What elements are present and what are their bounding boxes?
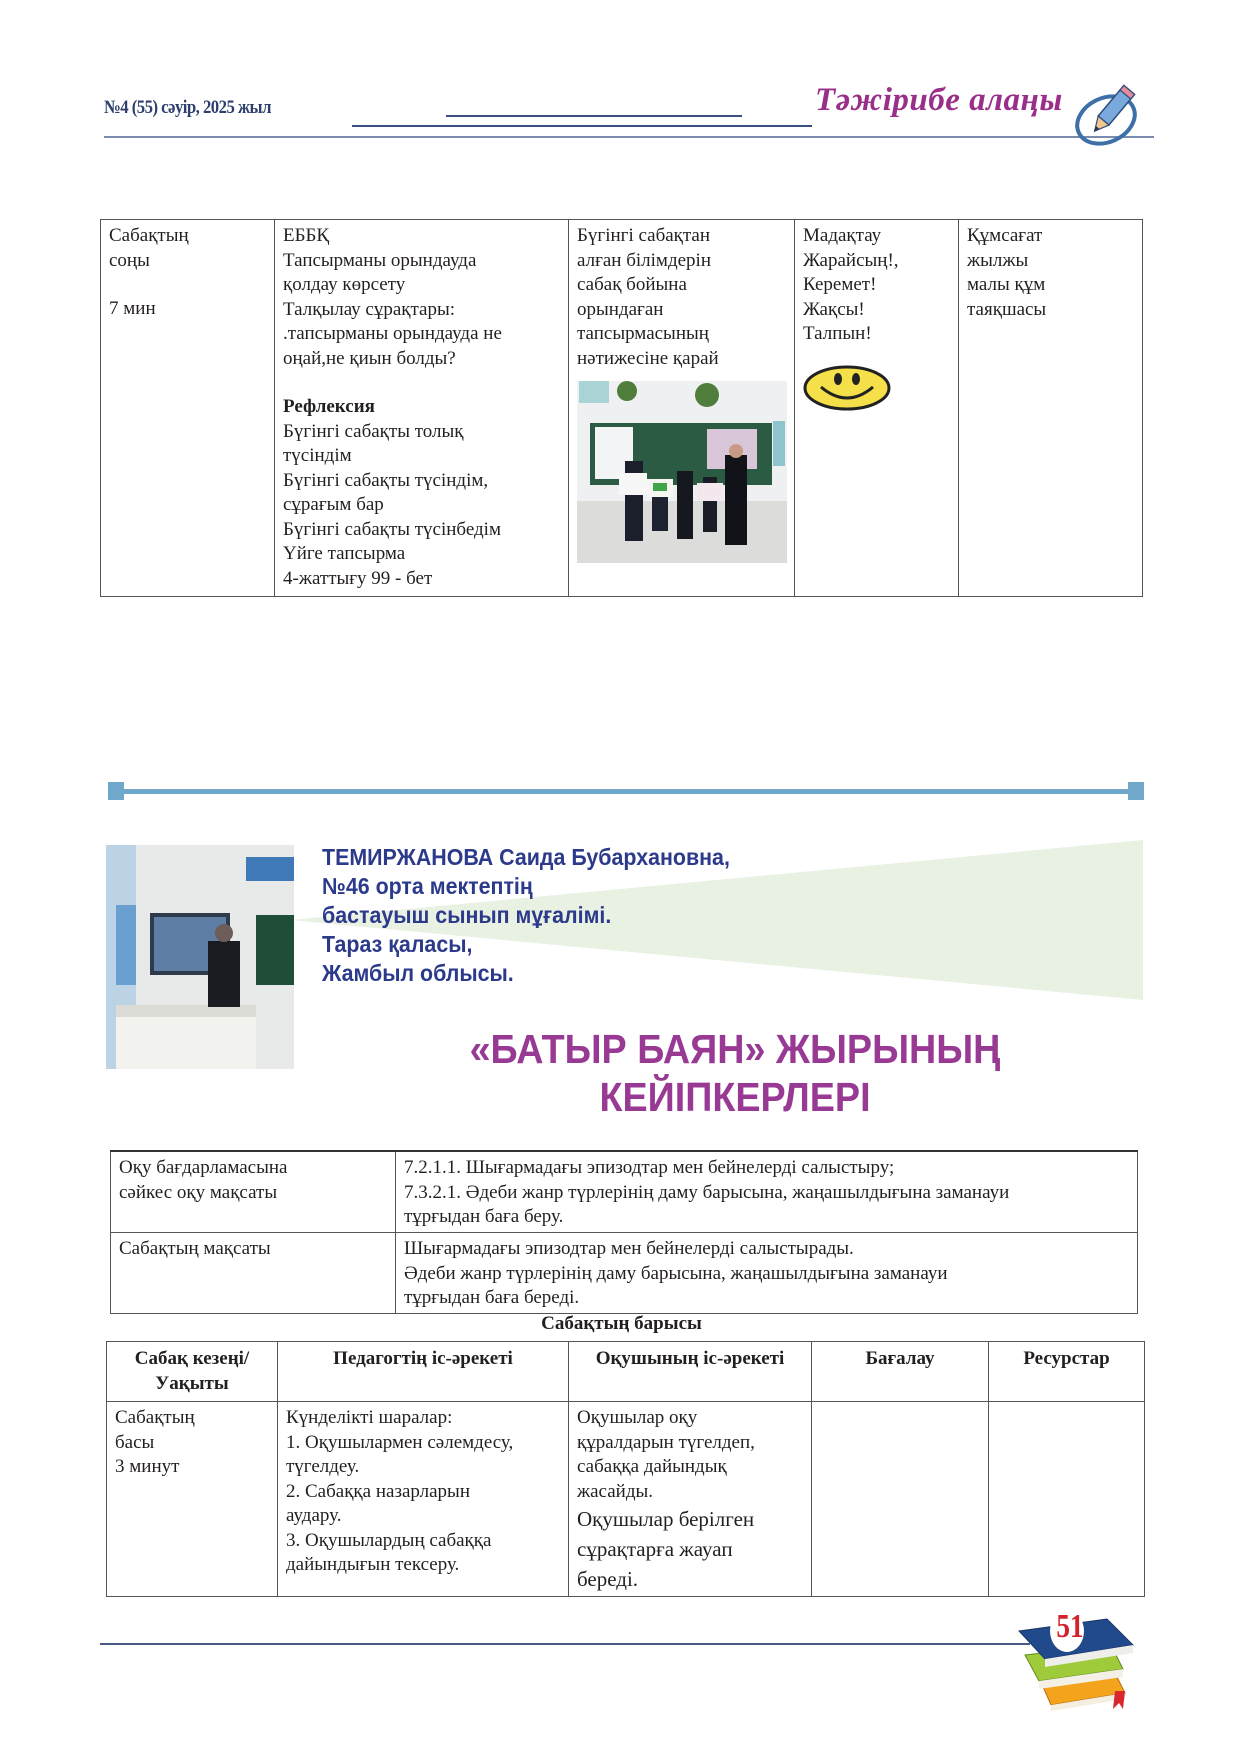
- column-header: Бағалау: [812, 1342, 989, 1402]
- lesson-progress-table: [106, 1341, 1145, 1597]
- objectives-table: [110, 1150, 1138, 1314]
- table-row: [111, 1233, 1138, 1314]
- article-title: [362, 1025, 1107, 1121]
- text-line: басы: [115, 1431, 155, 1453]
- text-line: Шығармадағы эпизодтар мен бейнелерді салыстырады.: [404, 1238, 854, 1259]
- text-line: Әдеби жанр түрлерінің даму барысына, жаңашылдығына заманауи: [404, 1262, 948, 1284]
- student-activity-cell: [569, 1402, 812, 1597]
- column-header: Педагогтің іс-әрекеті: [278, 1342, 569, 1402]
- text-line: Уақыты: [155, 1372, 229, 1394]
- text-line: Талпын!: [803, 323, 872, 344]
- assessment-cell: [795, 220, 959, 597]
- text-line: Бүгінгі сабақтан: [577, 225, 711, 246]
- issue-label: №4 (55) сәуір, 2025 жыл: [104, 97, 271, 118]
- stage-time: 7 мин: [109, 298, 156, 319]
- stage-line: соңы: [109, 249, 150, 271]
- table-row: [101, 220, 1143, 597]
- text-line: Мадақтау: [803, 225, 882, 246]
- author-region: Жамбыл облысы.: [322, 960, 514, 986]
- author-position: бастауыш сынып мұғалімі.: [322, 902, 612, 928]
- text-line: түгелдеу.: [286, 1456, 360, 1477]
- objective-label: [111, 1151, 396, 1233]
- author-name: ТЕМИРЖАНОВА Саида Бубархановна,: [322, 844, 730, 870]
- text-line: аудару.: [286, 1505, 342, 1526]
- header-rule: [446, 115, 742, 117]
- author-school: №46 орта мектептің: [322, 873, 533, 899]
- text-line: Тапсырманы орындауда: [283, 249, 477, 271]
- author-info: [322, 843, 730, 988]
- text-line: Сабақтың мақсаты: [119, 1238, 271, 1259]
- text-line: орындаған: [577, 298, 664, 320]
- text-line: Бүгінгі сабақты толық: [283, 420, 464, 442]
- text-line: Күнделікті шаралар:: [286, 1407, 453, 1428]
- stage-line: Сабақтың: [109, 225, 189, 246]
- text-line: тұрғыдан баға беру.: [404, 1206, 564, 1227]
- column-header: Ресурстар: [989, 1342, 1145, 1402]
- section-brand: Тәжірибе алаңы: [815, 82, 1063, 118]
- teacher-activity-cell: [275, 220, 569, 597]
- text-line: дайындығын тексеру.: [286, 1554, 460, 1575]
- header-rule: [104, 136, 1154, 138]
- text-line: .тапсырманы орындауда не: [283, 323, 502, 344]
- text-line: алған білімдерін: [577, 249, 712, 271]
- resources-cell: [959, 220, 1143, 597]
- text-line: малы құм: [967, 274, 1046, 295]
- divider-cap: [1128, 782, 1144, 800]
- table-row: [107, 1402, 1145, 1597]
- column-header: [107, 1342, 278, 1402]
- text-line: Бүгінгі сабақты түсінбедім: [283, 518, 501, 540]
- author-city: Тараз қаласы,: [322, 931, 473, 957]
- text-line: 3 минут: [115, 1456, 180, 1477]
- text-line: қолдау көрсету: [283, 274, 406, 295]
- text-line: тұрғыдан баға береді.: [404, 1287, 580, 1308]
- text-line: Құмсағат: [967, 225, 1043, 246]
- text-line: береді.: [577, 1567, 639, 1591]
- objective-text: [396, 1151, 1138, 1233]
- footer-rule: [100, 1643, 1030, 1645]
- objective-label: [111, 1233, 396, 1314]
- text-line: 1. Оқушылармен сәлемдесу,: [286, 1431, 514, 1453]
- text-line: Жақсы!: [803, 298, 865, 320]
- text-line: Жарайсың!,: [803, 249, 899, 271]
- text-line: Оқушылар берілген: [577, 1507, 755, 1531]
- text-line: 4-жаттығу 99 - бет: [283, 567, 433, 589]
- text-line: сәйкес оқу мақсаты: [119, 1181, 278, 1203]
- text-line: таяқшасы: [967, 298, 1047, 320]
- author-photo: [106, 845, 294, 1069]
- lesson-end-table: [100, 219, 1143, 597]
- text-line: ЕББҚ: [283, 225, 330, 246]
- text-line: Оқу бағдарламасына: [119, 1157, 288, 1178]
- text-line: Үйге тапсырма: [283, 543, 406, 564]
- classroom-photo: [577, 381, 787, 563]
- stage-cell: [101, 220, 275, 597]
- text-line: Бүгінгі сабақты түсіндім,: [283, 469, 489, 491]
- smiley-face-icon: [803, 365, 891, 411]
- table-row: [111, 1151, 1138, 1233]
- text-line: құралдарын түгелдеп,: [577, 1431, 755, 1453]
- text-line: Оқушылар оқу: [577, 1407, 698, 1428]
- text-line: Керемет!: [803, 274, 877, 295]
- text-line: Сабақтың: [115, 1407, 195, 1428]
- text-line: 7.3.2.1. Әдеби жанр түрлерінің даму барысына, жаңашылдығына заманауи: [404, 1181, 1010, 1203]
- text-line: жылжы: [967, 249, 1029, 271]
- pencil-logo-icon: [1072, 82, 1144, 148]
- text-line: нәтижесіне қарай: [577, 347, 719, 369]
- progress-title: Сабақтың барысы: [541, 1313, 702, 1334]
- spacer: [283, 371, 561, 395]
- text-line: оңай,не қиын болды?: [283, 347, 456, 369]
- stage-cell: [107, 1402, 278, 1597]
- text-line: 2. Сабаққа назарларын: [286, 1480, 470, 1502]
- page-number: 51: [1056, 1608, 1084, 1645]
- text-line: сабақ бойына: [577, 274, 687, 295]
- text-line: Сабақ кезеңі/: [134, 1348, 250, 1369]
- text-line: сұрақтарға жауап: [577, 1537, 733, 1561]
- text-line: сабаққа дайындық: [577, 1456, 727, 1477]
- text-line: түсіндім: [283, 445, 352, 466]
- article-title-line: КЕЙІПКЕРЛЕРІ: [599, 1074, 871, 1120]
- spacer: [109, 273, 267, 297]
- table-header-row: [107, 1342, 1145, 1402]
- text-line: 3. Оқушылардың сабаққа: [286, 1529, 492, 1551]
- objective-text: [396, 1233, 1138, 1314]
- student-activity-cell: [569, 220, 795, 597]
- reflection-title: Рефлексия: [283, 396, 375, 417]
- text-line: Талқылау сұрақтары:: [283, 298, 456, 320]
- assessment-cell: [812, 1402, 989, 1597]
- article-title-line: «БАТЫР БАЯН» ЖЫРЫНЫҢ: [469, 1026, 1001, 1072]
- resources-cell: [989, 1402, 1145, 1597]
- teacher-activity-cell: [278, 1402, 569, 1597]
- header-rule: [352, 125, 812, 127]
- section-divider: [114, 789, 1132, 794]
- text-line: сұрағым бар: [283, 494, 384, 515]
- text-line: тапсырмасының: [577, 323, 709, 344]
- column-header: Оқушының іс-әрекеті: [569, 1342, 812, 1402]
- text-line: жасайды.: [577, 1480, 654, 1502]
- text-line: 7.2.1.1. Шығармадағы эпизодтар мен бейнелерді салыстыру;: [404, 1157, 895, 1178]
- divider-cap: [108, 782, 124, 800]
